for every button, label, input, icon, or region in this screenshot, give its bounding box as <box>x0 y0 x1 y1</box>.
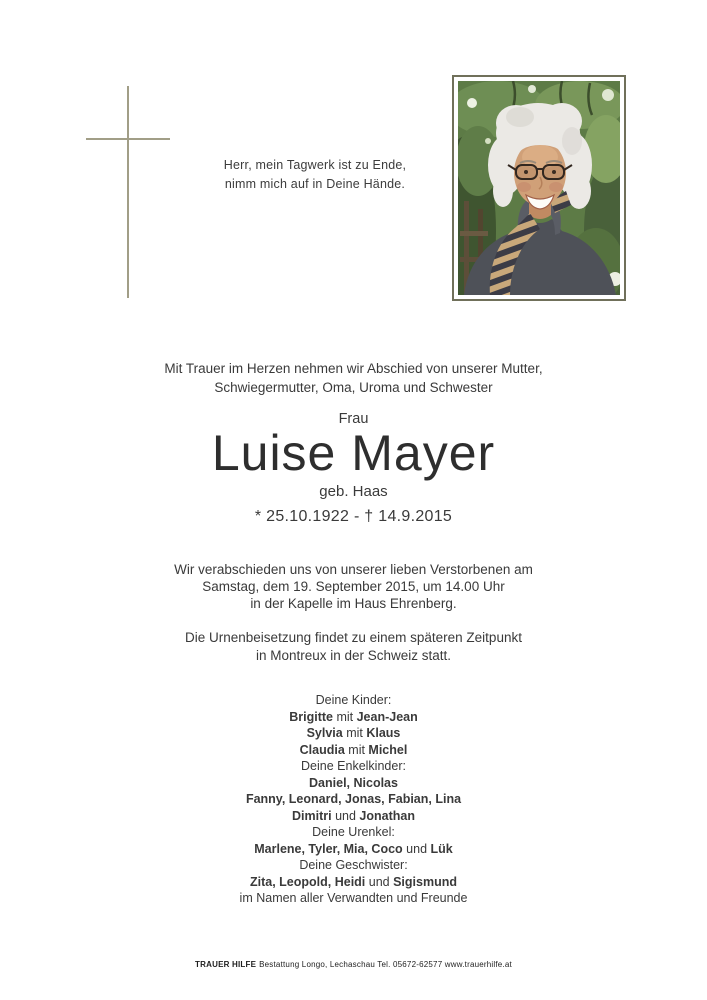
funeral-home-brand: TRAUER HILFE <box>195 960 257 969</box>
salutation: Frau <box>338 411 369 427</box>
funeral-home-info: Bestattung Longo, Lechaschau Tel. 05672-62577 www.trauerhilfe.at <box>259 960 512 969</box>
intro-line-2: Schwiegermutter, Oma, Uroma und Schwester <box>214 380 493 395</box>
mourners-list <box>0 692 707 907</box>
mourner-line: Claudia mit Michel <box>299 742 408 757</box>
mourner-line: Deine Urenkel: <box>312 825 395 839</box>
mourner-line: Dimitri und Jonathan <box>292 808 415 823</box>
eye-right <box>552 170 556 174</box>
eye-left <box>524 170 528 174</box>
portrait-illustration <box>458 81 620 295</box>
life-dates: * 25.10.1922 - † 14.9.2015 <box>254 508 453 525</box>
mourner-line: Deine Geschwister: <box>299 858 408 872</box>
mourner-line: im Namen aller Verwandten und Freunde <box>239 891 468 905</box>
mourner-line: Deine Kinder: <box>315 693 392 707</box>
cross-vertical-bar <box>127 86 129 298</box>
sky-spot-2 <box>528 85 536 93</box>
deceased-name: Luise Mayer <box>211 425 496 481</box>
service-text <box>0 561 707 612</box>
hair-shadow-1 <box>506 107 534 127</box>
mourner-line: Marlene, Tyler, Mia, Coco und Lük <box>254 841 453 856</box>
intro-line-1: Mit Trauer im Herzen nehmen wir Abschied von unserer Mutter, <box>164 361 543 376</box>
burial-text <box>0 629 707 664</box>
epitaph-line-1: Herr, mein Tagwerk ist zu Ende, <box>223 158 407 172</box>
mourner-line: Zita, Leopold, Heidi und Sigismund <box>250 874 457 889</box>
cheek-left <box>517 182 531 192</box>
burial-line-2: in Montreux in der Schweiz statt. <box>255 647 452 663</box>
intro-text <box>0 359 707 397</box>
burial-line-1: Die Urnenbeisetzung findet zu einem späteren Zeitpunkt <box>185 630 522 645</box>
sky-spot-1 <box>467 98 477 108</box>
mourner-line: Sylvia mit Klaus <box>306 726 401 740</box>
service-line-1: Wir verabschieden uns von unserer lieben Verstorbenen am <box>174 562 533 577</box>
funeral-home-footer <box>0 960 707 969</box>
mourner-line: Brigitte mit Jean-Jean <box>289 709 418 724</box>
portrait-photo <box>452 75 626 301</box>
birth-name: geb. Haas <box>319 483 388 500</box>
mourner-line: Fanny, Leonard, Jonas, Fabian, Lina <box>245 792 462 806</box>
sky-spot-5 <box>485 138 491 144</box>
sky-spot-3 <box>602 89 614 101</box>
epitaph-line-2: nimm mich auf in Deine Hände. <box>224 177 406 191</box>
mourner-line: Daniel, Nicolas <box>309 775 398 790</box>
mourner-line: Deine Enkelkinder: <box>301 759 406 773</box>
cross-horizontal-bar <box>86 138 170 140</box>
epitaph-quote <box>165 156 465 194</box>
cheek-right <box>549 182 563 192</box>
service-line-2: Samstag, dem 19. September 2015, um 14.00 Uhr <box>202 579 505 594</box>
service-line-3: in der Kapelle im Haus Ehrenberg. <box>250 596 457 611</box>
